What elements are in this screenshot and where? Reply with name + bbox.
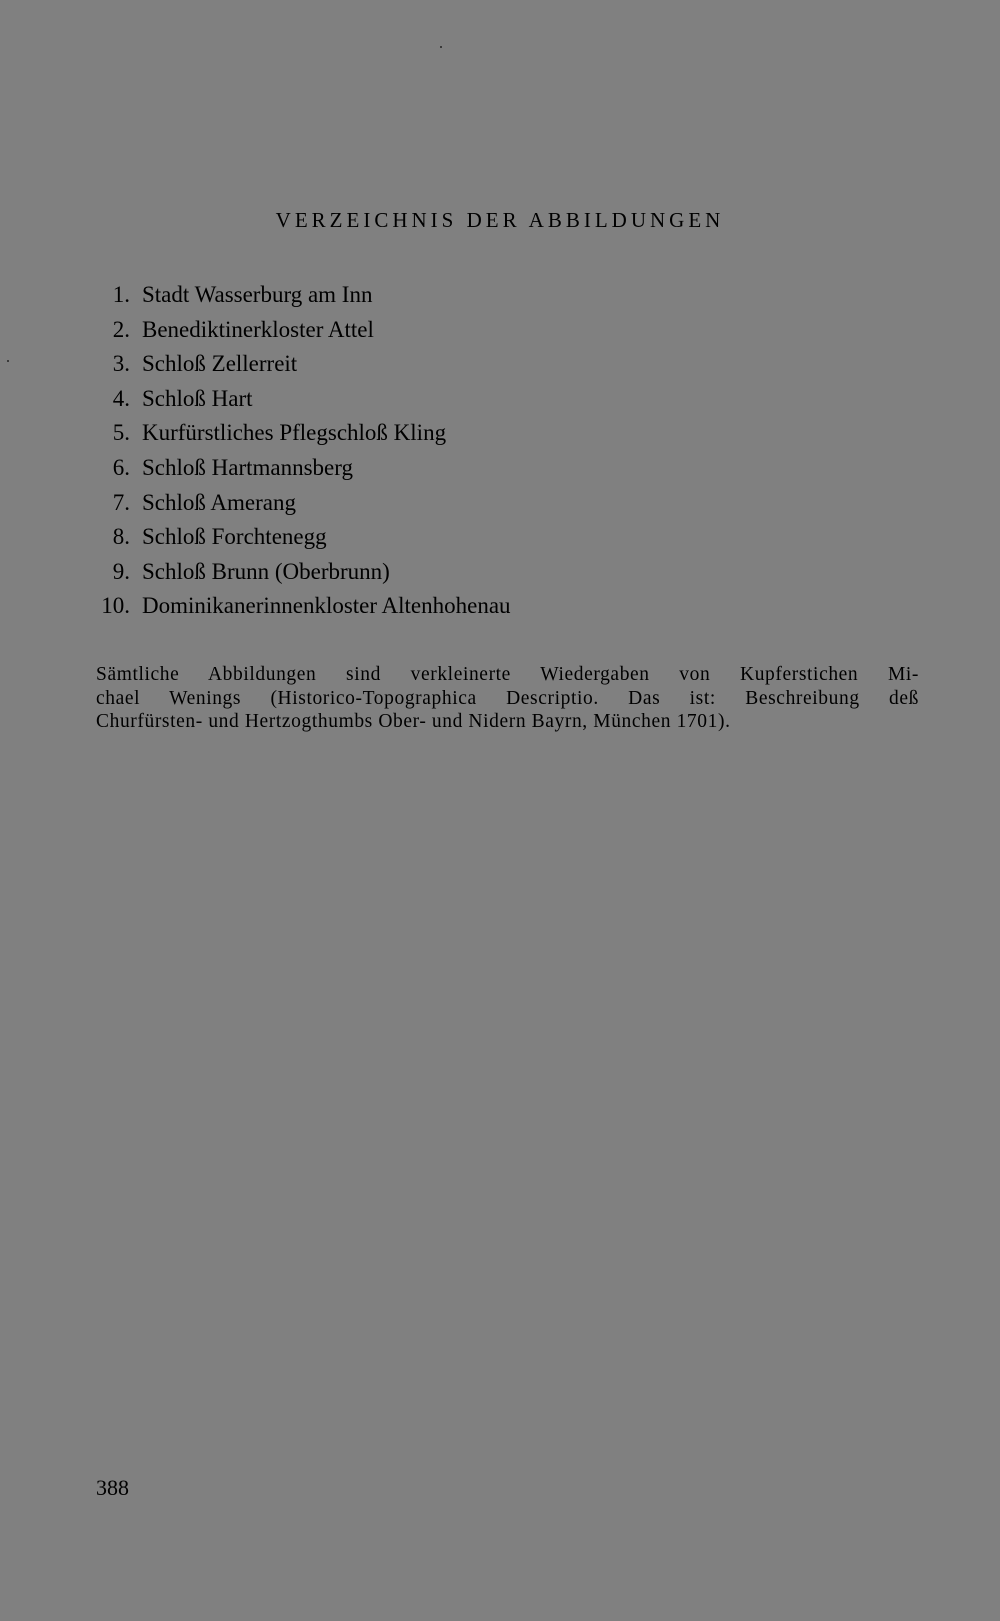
figure-item: [100, 347, 511, 382]
figure-item: [100, 486, 511, 521]
page-number: 388: [96, 1475, 129, 1500]
figure-title: Dominikanerinnenkloster Altenhohenau: [142, 593, 511, 619]
figure-item: [100, 589, 511, 624]
figure-number: 6.: [112, 454, 130, 480]
figure-number: 3.: [112, 351, 130, 377]
figure-title: Schloß Brunn (Oberbrunn): [142, 558, 390, 584]
figure-title: Schloß Amerang: [142, 489, 296, 515]
figure-title: Benediktinerkloster Attel: [142, 316, 374, 342]
figure-item: [100, 382, 511, 417]
figure-number: 4.: [112, 385, 130, 411]
scan-speck: [7, 360, 9, 362]
figure-number: 7.: [112, 489, 130, 515]
scan-speck: [440, 46, 442, 48]
figure-item: [100, 555, 511, 590]
figure-item: [100, 451, 511, 486]
source-note-line: Sämtliche Abbildungen sind verkleinerte Wiedergaben von Kupferstichen Mi-: [96, 664, 919, 685]
figure-title: Schloß Hart: [142, 385, 253, 411]
figure-title: Schloß Zellerreit: [142, 351, 298, 377]
figure-number: 9.: [112, 558, 130, 584]
figure-item: [100, 278, 511, 313]
figure-item: [100, 520, 511, 555]
figure-list: [100, 278, 511, 624]
figure-title: Kurfürstliches Pflegschloß Kling: [142, 420, 447, 446]
figure-title: Schloß Forchtenegg: [142, 524, 327, 550]
figure-number: 10.: [101, 593, 130, 619]
source-note-line: chael Wenings (Historico-Topographica Descriptio. Das ist: Beschreibung deß: [96, 687, 919, 709]
source-note: [96, 663, 919, 734]
figure-item: [100, 313, 511, 348]
figure-title: Schloß Hartmannsberg: [142, 454, 354, 480]
figure-title: Stadt Wasserburg am Inn: [142, 282, 373, 307]
figure-number: 2.: [112, 316, 130, 342]
page-title: VERZEICHNIS DER ABBILDUNGEN: [275, 208, 725, 232]
figure-number: 5.: [112, 420, 130, 446]
source-note-line: Churfürsten- und Hertzogthumbs Ober- und Nidern Bayrn, München 1701).: [96, 711, 731, 732]
figure-number: 1.: [112, 282, 130, 307]
figure-item: [100, 416, 511, 451]
figure-number: 8.: [112, 524, 130, 550]
